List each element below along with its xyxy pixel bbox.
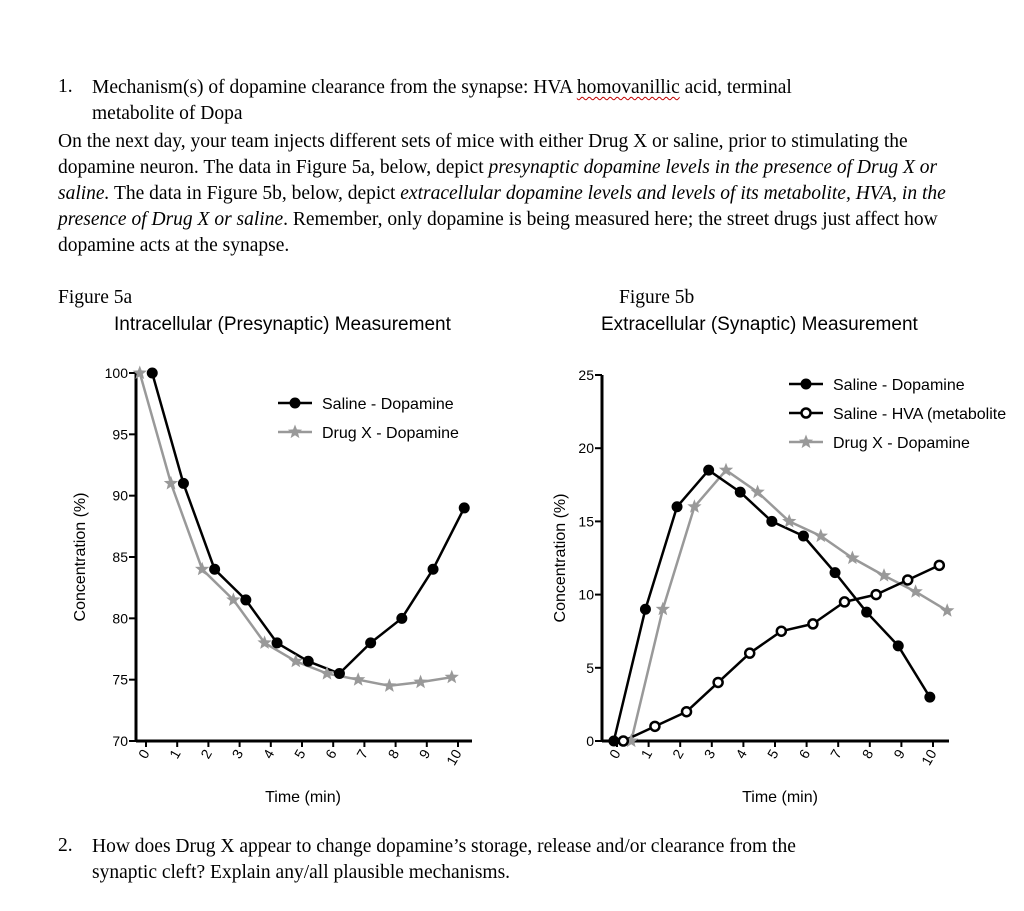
question-1-line-2: metabolite of Dopa <box>92 103 243 124</box>
figure-5a-label: Figure 5a <box>58 287 133 308</box>
fig5b-series-1-point <box>893 641 903 651</box>
fig5b-x-tick-label: 5 <box>763 746 782 762</box>
question-2-number: 2. <box>58 835 73 856</box>
fig5a-x-tick-label: 3 <box>228 746 247 762</box>
fig5a-series-line-2 <box>140 373 452 686</box>
fig5a-x-tick-label: 4 <box>259 746 278 762</box>
fig5b-series-2-point <box>777 627 786 636</box>
fig5a-x-tick-label: 0 <box>134 746 153 762</box>
fig5b-series-1-point <box>767 516 777 526</box>
paragraph-italic-2: extracellular dopamine levels and levels of its metabolite, HVA, in the presence of Drug X or saline <box>58 183 946 230</box>
fig5a-x-tick-label: 10 <box>442 746 465 768</box>
question-2-line-1: How does Drug X appear to change dopamine’s storage, release and/or clearance from the <box>92 836 796 857</box>
fig5b-series-2-point <box>903 575 912 584</box>
fig5b-x-tick-label: 7 <box>827 746 845 762</box>
fig5b-y-tick-label: 10 <box>578 586 594 603</box>
fig5b-series-1-point <box>735 487 745 497</box>
figure-5b-label: Figure 5b <box>619 287 695 308</box>
fig5a-legend-label-1: Saline - Dopamine <box>322 396 454 413</box>
homovanillic-spellcheck-word: homovanillic <box>576 77 680 98</box>
fig5a-legend-label-2: Drug X - Dopamine <box>322 425 459 442</box>
fig5b-series-2-point <box>935 561 944 570</box>
fig5a-y-axis-label: Concentration (%) <box>72 492 89 622</box>
fig5b-series-1-point <box>862 607 872 617</box>
fig5b-legend-label-1: Saline - Dopamine <box>833 377 965 394</box>
fig5b-x-tick-label: 8 <box>858 746 877 762</box>
paragraph-text-2: The data in Figure 5b, below, depict <box>109 183 401 204</box>
fig5b-y-tick-label: 15 <box>578 513 594 530</box>
fig5a-series-line-1 <box>152 373 464 674</box>
paragraph-text-1: On the next day, your team injects different sets of mice with either Drug X or saline, prior to stimulating the dopamine neuron. The data in Figure 5a, below, depict <box>58 131 908 178</box>
fig5b-legend-label-2: Saline - HVA (metabolite <box>833 406 1007 423</box>
fig5b-series-1-point <box>609 736 619 746</box>
fig5b-y-tick-label: 0 <box>586 733 594 749</box>
fig5a-series-1-point <box>397 613 407 623</box>
fig5b-series-2-point <box>872 590 881 599</box>
fig5a-x-tick-label: 5 <box>290 746 309 762</box>
fig5b-series-1-point <box>704 465 714 475</box>
fig5b-series-line-2 <box>623 565 939 741</box>
fig5a-series-2-point <box>164 476 178 490</box>
figure-5b-title: Extracellular (Synaptic) Measurement <box>601 314 918 335</box>
fig5b-x-tick-label: 10 <box>917 746 940 768</box>
fig5a-series-2-point <box>413 675 427 689</box>
fig5b-y-axis-label: Concentration (%) <box>552 493 569 623</box>
fig5a-x-axis-label: Time (min) <box>265 789 341 806</box>
fig5a-series-1-point <box>366 638 376 648</box>
fig5a-series-2-point <box>351 672 365 686</box>
fig5a-series-1-point <box>147 368 157 378</box>
fig5a-series-1-point <box>459 503 469 513</box>
question-1-number: 1. <box>58 76 73 97</box>
figure-5b-chart <box>540 345 1024 815</box>
fig5a-series-1-point <box>272 638 282 648</box>
fig5a-x-tick-label: 2 <box>197 746 215 762</box>
fig5a-y-tick-label: 85 <box>112 549 128 565</box>
fig5b-series-1-point <box>925 692 935 702</box>
fig5b-legend-marker-3 <box>799 435 813 449</box>
fig5b-y-tick-label: 5 <box>586 659 594 676</box>
fig5b-x-tick-label: 2 <box>669 746 687 762</box>
instructions-paragraph <box>58 129 988 259</box>
fig5b-series-2-point <box>840 597 849 606</box>
fig5a-x-tick-label: 8 <box>384 746 403 762</box>
fig5b-x-tick-label: 4 <box>732 746 750 762</box>
fig5a-y-tick-label: 90 <box>112 487 128 504</box>
paragraph-italic-1: presynaptic dopamine levels in the presence of Drug X or saline. <box>58 157 938 204</box>
fig5b-series-line-1 <box>614 470 930 741</box>
fig5b-series-1-point <box>640 604 650 614</box>
fig5a-legend-marker-2 <box>288 425 302 439</box>
fig5b-x-tick-label: 1 <box>637 746 656 762</box>
fig5b-series-3-point <box>940 603 954 617</box>
fig5a-y-tick-label: 100 <box>104 365 128 381</box>
fig5a-series-1-point <box>241 595 251 605</box>
fig5b-legend-label-3: Drug X - Dopamine <box>833 435 970 452</box>
fig5b-series-1-point <box>830 568 840 578</box>
fig5a-series-1-point <box>303 656 313 666</box>
fig5b-x-axis-label: Time (min) <box>742 789 818 806</box>
fig5a-x-tick-label: 7 <box>353 746 371 762</box>
fig5b-series-2-point <box>808 619 817 628</box>
fig5b-legend-marker-2 <box>802 409 811 418</box>
fig5b-series-2-point <box>682 707 691 716</box>
fig5a-series-1-point <box>210 564 220 574</box>
fig5b-series-2-point <box>650 722 659 731</box>
fig5a-series-2-point <box>382 678 396 692</box>
fig5b-series-2-point <box>745 649 754 658</box>
fig5a-x-tick-label: 9 <box>415 746 434 762</box>
fig5a-y-tick-label: 75 <box>112 671 128 688</box>
fig5b-y-tick-label: 20 <box>578 440 594 457</box>
fig5b-legend-marker-1 <box>801 379 811 389</box>
fig5a-series-1-point <box>178 478 188 488</box>
fig5a-x-tick-label: 1 <box>166 746 184 762</box>
fig5a-legend-marker-1 <box>290 398 300 408</box>
fig5a-series-2-point <box>445 670 459 684</box>
fig5b-series-1-point <box>672 502 682 512</box>
fig5b-x-tick-label: 6 <box>795 746 814 762</box>
fig5b-y-tick-label: 25 <box>578 367 594 383</box>
figure-5a-title: Intracellular (Presynaptic) Measurement <box>114 314 451 335</box>
fig5b-x-tick-label: 9 <box>890 746 908 762</box>
question-1-line-1 <box>92 76 792 100</box>
fig5a-y-tick-label: 70 <box>112 733 128 749</box>
fig5b-x-tick-label: 3 <box>700 746 719 762</box>
fig5b-series-1-point <box>798 531 808 541</box>
fig5a-series-2-point <box>320 666 334 680</box>
fig5a-y-tick-label: 95 <box>112 426 128 443</box>
fig5a-series-1-point <box>334 669 344 679</box>
question-1-line-1-pre: Mechanism(s) of dopamine clearance from the synapse: HVA <box>92 77 577 98</box>
question-2-line-2: synaptic cleft? Explain any/all plausible mechanisms. <box>92 862 511 883</box>
fig5b-series-2-point <box>714 678 723 687</box>
fig5a-series-1-point <box>428 564 438 574</box>
question-1-line-1-post: acid, terminal <box>679 77 792 98</box>
paragraph-text-3: . Remember, only dopamine is being measured here; the street drugs just affect how dopamine acts at the synapse. <box>58 209 938 256</box>
fig5b-series-2-point <box>619 737 628 746</box>
fig5a-y-tick-label: 80 <box>112 610 128 627</box>
figure-5a-chart <box>60 345 520 815</box>
fig5a-x-tick-label: 6 <box>322 746 340 762</box>
fig5b-x-tick-label: 0 <box>605 746 624 762</box>
